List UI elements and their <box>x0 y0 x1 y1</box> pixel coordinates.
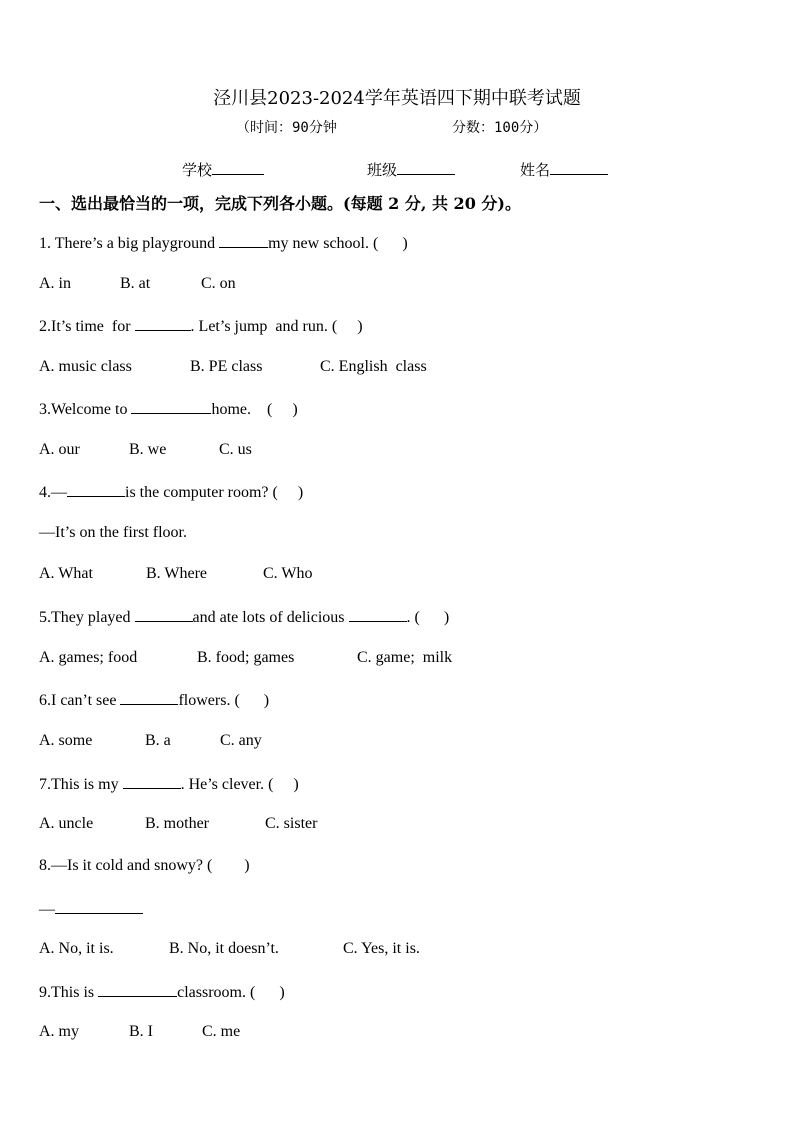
options-6 <box>39 732 262 750</box>
option: A. our <box>39 441 80 458</box>
option: C. on <box>201 275 236 292</box>
exam-time: （时间：90分钟 <box>236 120 337 136</box>
answer-blank <box>123 774 181 789</box>
class-field <box>367 159 455 180</box>
question-8 <box>39 857 250 875</box>
question-text: 5.They played <box>39 609 135 626</box>
question-text: 7.This is my <box>39 776 123 793</box>
school-field <box>182 159 264 180</box>
option: C. Who <box>263 565 313 582</box>
option: B. mother <box>145 815 209 832</box>
question-text: 3.Welcome to <box>39 401 132 418</box>
question-3 <box>39 399 298 419</box>
option: B. Where <box>146 565 208 582</box>
question-text: classroom. ( ) <box>177 984 285 1001</box>
option: C. English class <box>320 358 427 375</box>
answer-line-8 <box>39 899 143 919</box>
option: B. we <box>129 441 167 458</box>
school-label: 学校 <box>182 161 213 179</box>
answer-blank <box>135 607 193 622</box>
question-text: my new school. ( ) <box>268 235 408 252</box>
option: A. No, it is. <box>39 940 114 957</box>
answer-blank <box>98 982 177 997</box>
question-2 <box>39 316 363 336</box>
question-6 <box>39 690 269 710</box>
answer-blank <box>131 399 211 414</box>
question-9 <box>39 982 285 1002</box>
option: A. uncle <box>39 815 94 832</box>
class-label: 班级 <box>367 161 398 179</box>
exam-score: 分数：100分） <box>452 120 548 136</box>
answer-line-4: —It’s on the first floor. <box>39 524 187 541</box>
question-text: home. ( ) <box>211 401 298 418</box>
name-blank <box>550 160 608 175</box>
question-text: 1. There’s a big playground <box>39 235 220 252</box>
question-text: . Let’s jump and run. ( ) <box>190 318 363 335</box>
question-7 <box>39 774 299 794</box>
answer-blank <box>349 607 407 622</box>
question-text: 8.—Is it cold and snowy? ( ) <box>39 857 250 874</box>
answer-blank <box>55 899 143 914</box>
option: A. in <box>39 275 71 292</box>
option: C. game; milk <box>357 649 453 666</box>
question-5 <box>39 607 449 627</box>
question-4 <box>39 482 303 502</box>
option: B. No, it doesn’t. <box>169 940 279 957</box>
options-1 <box>39 275 236 293</box>
class-blank <box>397 160 455 175</box>
name-field <box>520 159 608 180</box>
options-2 <box>39 358 427 376</box>
question-text: is the computer room? ( ) <box>125 484 304 501</box>
name-label: 姓名 <box>520 161 551 179</box>
options-9 <box>39 1023 240 1041</box>
option: A. What <box>39 565 93 582</box>
options-7 <box>39 815 317 833</box>
answer-blank <box>219 233 268 248</box>
option: A. games; food <box>39 649 138 666</box>
option: C. us <box>219 441 252 458</box>
option: B. food; games <box>197 649 295 666</box>
option: C. sister <box>265 815 318 832</box>
option: B. I <box>129 1023 153 1040</box>
question-text: and ate lots of delicious <box>192 609 349 626</box>
answer-blank <box>67 482 125 497</box>
question-text: . He’s clever. ( ) <box>180 776 299 793</box>
answer-blank <box>120 690 178 705</box>
option: B. at <box>120 275 151 292</box>
options-8 <box>39 940 420 958</box>
school-blank <box>212 160 264 175</box>
question-text: flowers. ( ) <box>178 692 270 709</box>
exam-title: 泾川县2023-2024学年英语四下期中联考试题 <box>213 88 581 109</box>
question-text: . ( ) <box>406 609 450 626</box>
question-text: 4.— <box>39 484 67 501</box>
section-heading: 一、选出最恰当的一项，完成下列各小题。(每题 2 分, 共 20 分)。 <box>39 194 521 213</box>
option: B. a <box>145 732 171 749</box>
option: A. some <box>39 732 93 749</box>
option: A. music class <box>39 358 132 375</box>
option: C. me <box>202 1023 241 1040</box>
question-text: 2.It’s time for <box>39 318 135 335</box>
answer-blank <box>135 316 191 331</box>
question-text: 9.This is <box>39 984 99 1001</box>
options-5 <box>39 649 452 667</box>
option: B. PE class <box>190 358 263 375</box>
option: A. my <box>39 1023 79 1040</box>
option: C. any <box>220 732 262 749</box>
question-1 <box>39 233 408 253</box>
option: C. Yes, it is. <box>343 940 420 957</box>
options-3 <box>39 441 252 459</box>
question-text: 6.I can’t see <box>39 692 121 709</box>
answer-prefix: — <box>39 901 55 918</box>
options-4 <box>39 565 312 583</box>
